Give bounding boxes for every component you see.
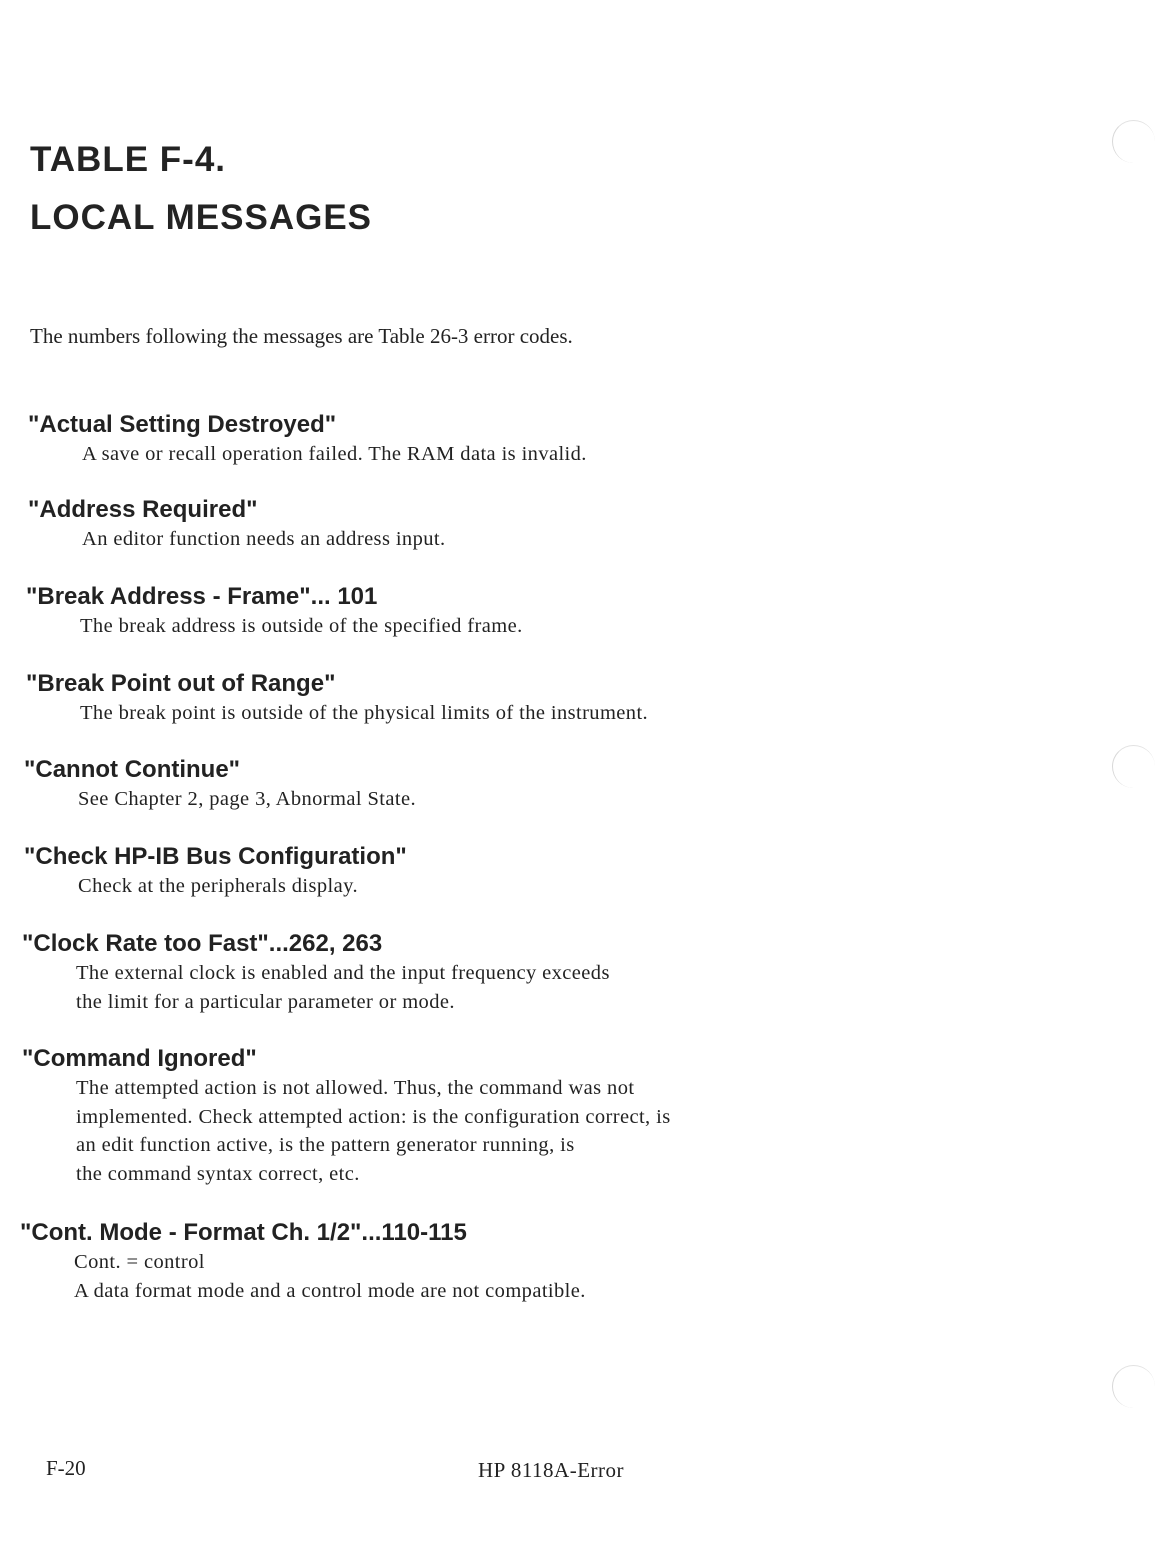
table-title: TABLE F-4. [30, 140, 227, 179]
message-description-line: implemented. Check attempted action: is the configuration correct, is [76, 1105, 671, 1128]
document-name: HP 8118A-Error [478, 1458, 625, 1482]
message-heading: "Actual Setting Destroyed" [28, 411, 337, 438]
message-heading: "Cannot Continue" [24, 756, 241, 783]
table-subtitle: LOCAL MESSAGES [30, 198, 373, 237]
message-description-line: the limit for a particular parameter or mode. [76, 990, 455, 1013]
message-description-line: The break point is outside of the physical limits of the instrument. [80, 702, 649, 724]
message-description-line: the command syntax correct, etc. [76, 1162, 360, 1185]
punch-hole-mark [1112, 120, 1155, 163]
page-number: F-20 [46, 1456, 86, 1480]
message-description-line: A data format mode and a control mode are not compatible. [74, 1279, 586, 1302]
punch-hole-mark [1112, 745, 1155, 788]
message-description-line: The external clock is enabled and the input frequency exceeds [76, 962, 610, 984]
message-entry [22, 1044, 842, 1188]
message-heading: "Clock Rate too Fast"...262, 263 [22, 930, 383, 957]
message-entry [20, 1218, 840, 1305]
message-description-line: Cont. = control [74, 1251, 205, 1273]
message-entry [26, 669, 846, 728]
message-heading: "Address Required" [28, 496, 258, 523]
message-heading: "Break Address - Frame"... 101 [26, 583, 378, 610]
message-entry [28, 495, 848, 554]
punch-hole-mark [1112, 1365, 1155, 1408]
message-description-line: A save or recall operation failed. The RAM data is invalid. [82, 443, 587, 465]
message-entry [26, 582, 846, 641]
message-entry [24, 842, 844, 901]
intro-paragraph: The numbers following the messages are Table 26-3 error codes. [30, 324, 573, 348]
message-heading: "Check HP-IB Bus Configuration" [24, 843, 407, 870]
message-description-line: The break address is outside of the specified frame. [80, 615, 523, 637]
message-entry [22, 929, 842, 1016]
message-description-line: The attempted action is not allowed. Thus, the command was not [76, 1077, 635, 1099]
message-heading: "Cont. Mode - Format Ch. 1/2"...110-115 [20, 1219, 467, 1246]
message-description-line: Check at the peripherals display. [78, 875, 358, 897]
message-heading: "Command Ignored" [22, 1045, 257, 1072]
message-entry [24, 755, 844, 814]
message-description-line: an edit function active, is the pattern generator running, is [76, 1134, 575, 1156]
message-entry [28, 410, 848, 469]
message-heading: "Break Point out of Range" [26, 670, 336, 697]
message-description-line: See Chapter 2, page 3, Abnormal State. [78, 788, 416, 810]
message-description-line: An editor function needs an address input. [82, 528, 446, 550]
